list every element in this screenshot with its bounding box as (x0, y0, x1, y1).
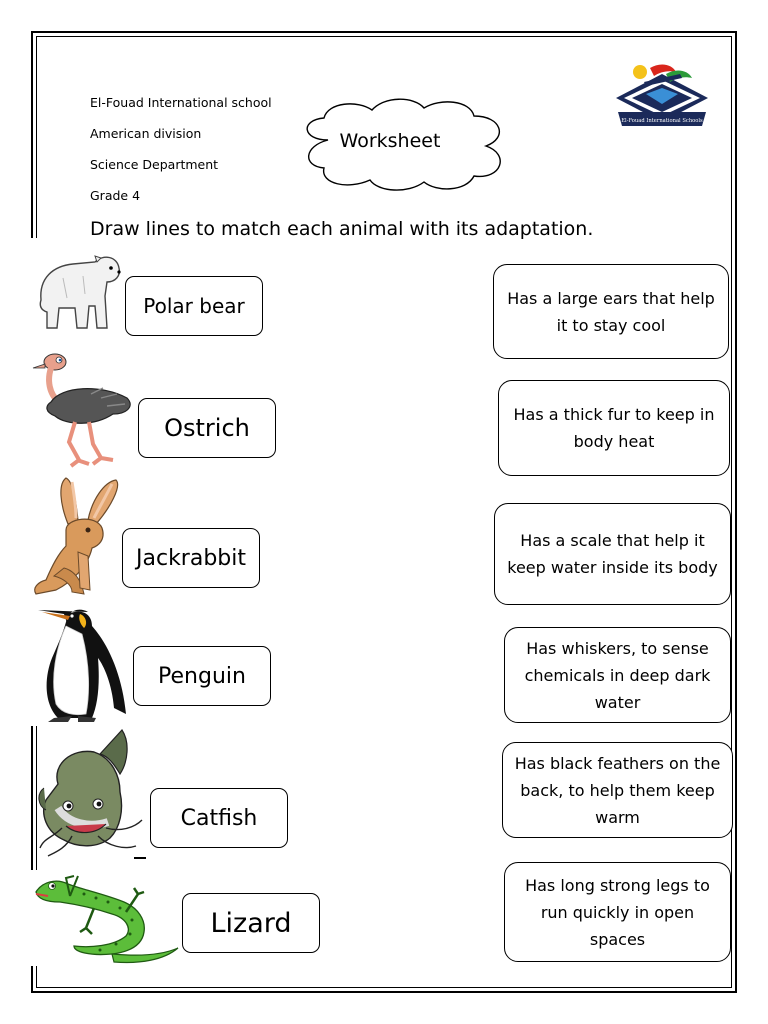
jackrabbit-icon (32, 474, 130, 598)
penguin-icon (38, 604, 130, 724)
adaptation-text: Has black feathers on the back, to help them keep warm (514, 753, 721, 827)
department-name: Science Department (90, 157, 219, 172)
worksheet-title: Worksheet (339, 130, 441, 152)
adaptation-box (494, 503, 731, 605)
adaptation-text: Has whiskers, to sense chemicals in deep dark water (524, 638, 711, 712)
logo-text: El-Fouad International Schools (621, 118, 703, 124)
grade-label: Grade 4 (90, 188, 141, 203)
adaptation-box (498, 380, 730, 476)
instruction-text: Draw lines to match each animal with its adaptation. (90, 218, 594, 240)
animal-label-polar-bear: Polar bear (125, 276, 263, 336)
animal-label-penguin: Penguin (133, 646, 271, 706)
animal-label-ostrich: Ostrich (138, 398, 276, 458)
polar-bear-icon (33, 248, 123, 334)
animal-label-lizard: Lizard (182, 893, 320, 953)
animal-label-jackrabbit: Jackrabbit (122, 528, 260, 588)
lizard-icon (34, 872, 180, 966)
adaptation-text: Has a scale that help it keep water inside its body (507, 531, 718, 577)
catfish-icon (38, 728, 146, 864)
adaptation-text: Has a thick fur to keep in body heat (513, 405, 715, 451)
ostrich-icon (31, 350, 137, 470)
stray-dash (134, 857, 146, 859)
animal-label-catfish: Catfish (150, 788, 288, 848)
adaptation-box (504, 627, 731, 723)
adaptation-box (502, 742, 733, 838)
school-name: El-Fouad International school (90, 95, 272, 110)
adaptation-text: Has long strong legs to run quickly in open spaces (525, 875, 710, 949)
adaptation-box (493, 264, 729, 359)
division-name: American division (90, 126, 202, 141)
adaptation-text: Has a large ears that help it to stay cool (507, 288, 715, 335)
school-logo (610, 60, 714, 134)
adaptation-box (504, 862, 731, 962)
